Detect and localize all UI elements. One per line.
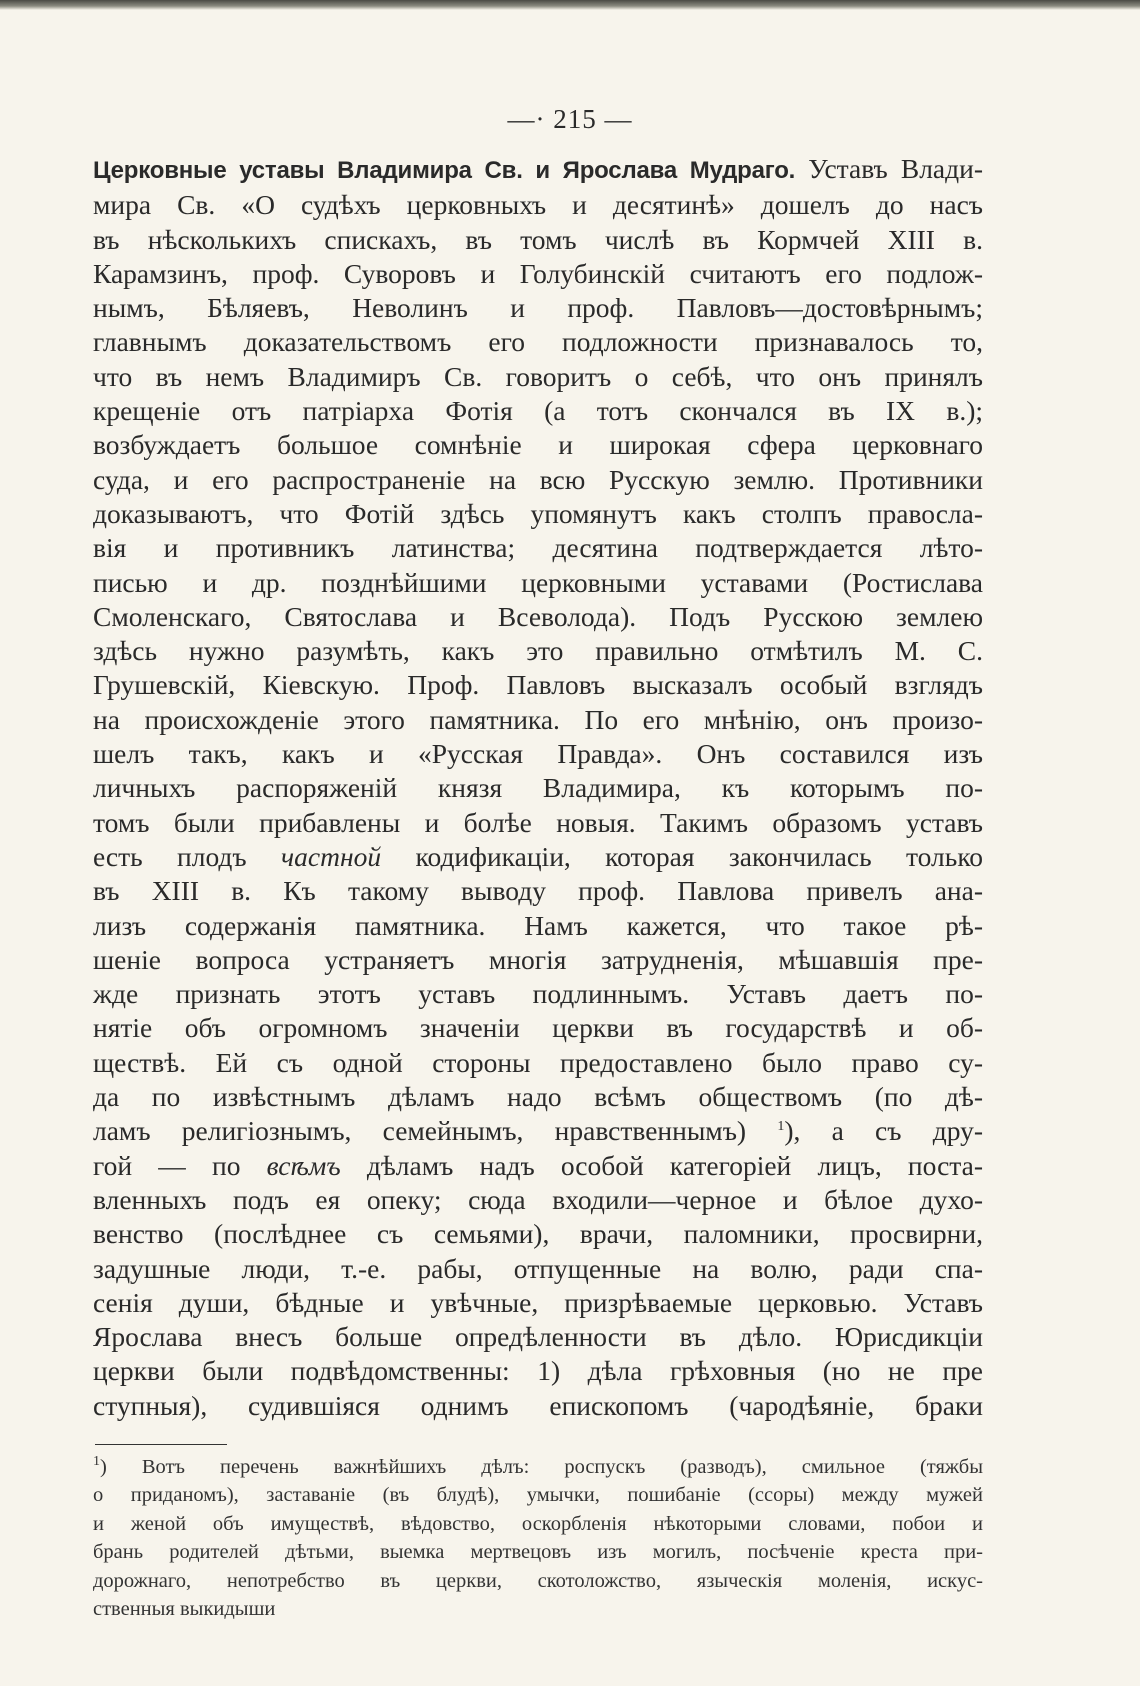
text-line: главнымъ доказательствомъ его подложности признавалось то, <box>93 326 983 358</box>
text-line: ламъ религіознымъ, семейнымъ, нравственнымъ) $^1$), а съ дру- <box>93 1115 984 1147</box>
text-line: ступныя), судившіяся однимъ епископомъ (чародѣяніе, браки <box>93 1389 983 1421</box>
text-line: жде признать этотъ уставъ подлиннымъ. Уставъ даетъ по- <box>93 978 983 1010</box>
italic-emphasis: частной <box>281 840 382 872</box>
footnote <box>93 1453 983 1623</box>
footnote-line: $^1$) Вотъ перечень важнѣйшихъ дѣлъ: роспускъ (разводъ), смильное (тяжбы <box>93 1454 983 1478</box>
text-line: здѣсь нужно разумѣть, какъ это правильно отмѣтилъ М. С. <box>93 635 983 667</box>
footnote-line: и женой объ имуществѣ, вѣдовство, оскорбленія нѣкоторыми словами, побои и <box>93 1512 983 1535</box>
text-line: да по извѣстнымъ дѣламъ надо всѣмъ обществомъ (по дѣ- <box>93 1081 983 1113</box>
text-line: вленныхъ подъ ея опеку; сюда входили—черное и бѣлое духо- <box>93 1183 983 1215</box>
text-line: нятіе объ огромномъ значеніи церкви въ государствѣ и об- <box>93 1012 983 1044</box>
text-line: нымъ, Бѣляевъ, Неволинъ и проф. Павловъ—достовѣрнымъ; <box>93 292 983 324</box>
text-line: ществѣ. Ей съ одной стороны предоставлено было право су- <box>93 1046 983 1078</box>
footnote-line: дорожнаго, непотребство въ церкви, скотоложство, языческія моленія, искус- <box>93 1569 983 1592</box>
text-line: Карамзинъ, проф. Суворовъ и Голубинскій считаютъ его подлож- <box>93 257 983 289</box>
text-line: личныхъ распоряженій князя Владимира, къ которымъ по- <box>93 772 983 804</box>
page-number: —· 215 — <box>507 104 633 134</box>
text-line: Церковные уставы Владимира Св. и Ярослава Мудраго. Уставъ Влади- <box>93 153 983 184</box>
text-line: томъ были прибавлены и болѣе новыя. Такимъ образомъ уставъ <box>93 806 983 838</box>
text-line: крещеніе отъ патріарха Фотія (а тотъ скончался въ IX в.); <box>93 395 983 427</box>
text-line: лизъ содержанія памятника. Намъ кажется, что такое рѣ- <box>93 909 983 941</box>
scan-top-edge <box>0 0 1140 10</box>
text-line: писью и др. позднѣйшими церковными уставами (Ростислава <box>93 566 983 598</box>
footnote-reference[interactable]: 1 <box>777 1119 785 1135</box>
footnote-line: брань родителей дѣтьми, выемка мертвецовъ изъ могилъ, посѣченіе креста при- <box>93 1541 983 1564</box>
text-line: шелъ такъ, какъ и «Русская Правда». Онъ составился изъ <box>93 738 983 770</box>
text-line: вія и противникъ латинства; десятина подтверждается лѣто- <box>93 532 983 564</box>
text-line: въ XIII в. Къ такому выводу проф. Павлова привелъ ана- <box>93 875 983 907</box>
text-line: гой — по всѣмъ дѣламъ надъ особой категоріей лицъ, поста- <box>93 1149 984 1181</box>
text-line: Смоленскаго, Святослава и Всеволода). Подъ Русскою землею <box>93 600 983 632</box>
text-line: Грушевскій, Кіевскую. Проф. Павловъ высказалъ особый взглядъ <box>93 669 983 701</box>
text-line: что въ немъ Владимиръ Св. говоритъ о себѣ, что онъ принялъ <box>93 360 983 392</box>
footnote-line: о приданомъ), заставаніе (въ блудѣ), умычки, пошибаніе (ссоры) между мужей <box>93 1484 983 1507</box>
main-paragraph <box>93 152 983 1423</box>
text-line: мира Св. «О судѣхъ церковныхъ и десятинѣ» дошелъ до насъ <box>93 189 983 221</box>
text-line: суда, и его распространеніе на всю Русскую землю. Противники <box>93 463 983 495</box>
footnote-separator <box>95 1444 227 1445</box>
text-line: въ нѣсколькихъ спискахъ, въ томъ числѣ въ Кормчей XIII в. <box>93 223 983 255</box>
text-line: возбуждаетъ большое сомнѣніе и широкая сфера церковнаго <box>93 429 983 461</box>
text-line: есть плодъ частной кодификаціи, которая закончилась только <box>93 840 984 872</box>
text-line: венство (послѣднее съ семьями), врачи, паломники, просвирни, <box>93 1218 983 1250</box>
text-line: шеніе вопроса устраняетъ многія затрудненія, мѣшавшія пре- <box>93 943 983 975</box>
footnote-line: ственныя выкидыши <box>93 1598 276 1621</box>
footnote-marker: 1 <box>93 1454 100 1470</box>
text-line: на происхожденіе этого памятника. По его мнѣнію, онъ произо- <box>93 703 983 735</box>
text-line: Ярослава внесъ больше опредѣленности въ дѣло. Юрисдикціи <box>93 1321 983 1353</box>
section-heading: Церковные уставы Владимира Св. и Ярослава Мудраго. <box>93 157 796 184</box>
italic-emphasis: всѣмъ <box>266 1149 341 1181</box>
text-line: сенія души, бѣдные и увѣчные, призрѣваемые церковью. Уставъ <box>93 1286 983 1318</box>
text-line: доказываютъ, что Фотій здѣсь упомянутъ какъ столпъ правосла- <box>93 497 983 529</box>
text-line: задушные люди, т.-е. рабы, отпущенные на волю, ради спа- <box>93 1252 983 1284</box>
text-line: церкви были подвѣдомственны: 1) дѣла грѣховныя (но не пре <box>93 1355 983 1387</box>
